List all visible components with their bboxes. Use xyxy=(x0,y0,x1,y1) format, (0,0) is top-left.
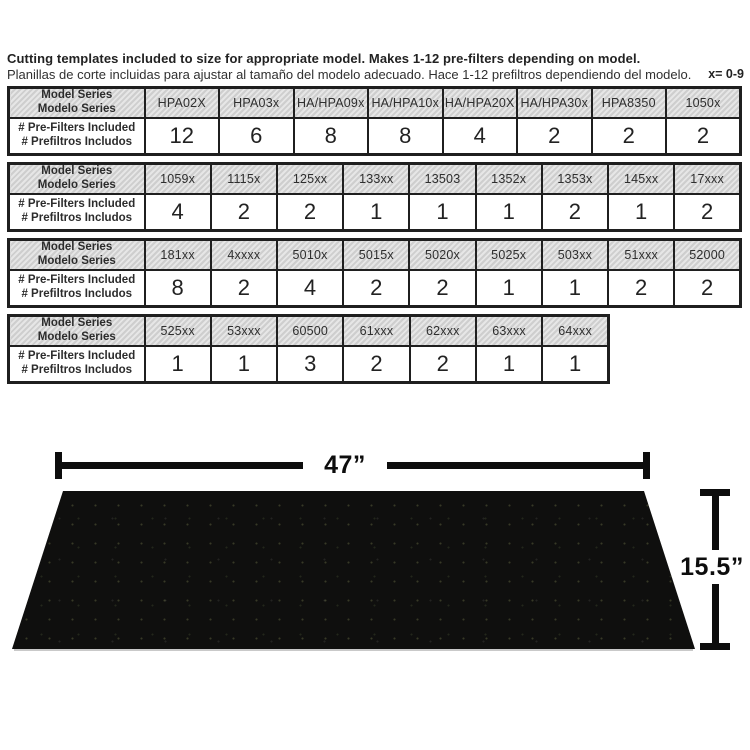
model-series-cell: 52000 xyxy=(674,240,740,270)
model-series-cell: 64xxx xyxy=(542,316,608,346)
prefilter-count-cell: 2 xyxy=(277,194,343,231)
model-series-cell: HPA03x xyxy=(219,88,294,118)
model-table-2 xyxy=(7,162,742,232)
model-series-cell: HA/HPA30x xyxy=(517,88,592,118)
prefilter-count-cell: 1 xyxy=(476,346,542,383)
prefilter-count-cell: 1 xyxy=(145,346,211,383)
prefilter-count-cell: 2 xyxy=(211,270,277,307)
intro-text xyxy=(7,51,697,83)
model-series-cell: 13503 xyxy=(409,164,475,194)
model-series-cell: 5025x xyxy=(476,240,542,270)
prefilter-count-cell: 1 xyxy=(476,194,542,231)
prefilter-count-cell: 1 xyxy=(542,270,608,307)
width-dimension-label: 47” xyxy=(303,447,387,483)
prefilter-count-cell: 2 xyxy=(608,270,674,307)
prefilter-count-cell: 1 xyxy=(542,346,608,383)
prefilter-count-cell: 2 xyxy=(409,270,475,307)
prefilter-count-cell: 8 xyxy=(145,270,211,307)
prefilter-count-cell: 2 xyxy=(674,270,740,307)
prefilter-count-label: # Pre-Filters Included # Prefiltros Includos xyxy=(9,346,145,383)
prefilter-count-cell: 2 xyxy=(666,118,741,155)
model-series-cell: 181xx xyxy=(145,240,211,270)
width-dimension-cap-right xyxy=(643,452,650,479)
model-series-cell: 503xx xyxy=(542,240,608,270)
model-series-cell: 61xxx xyxy=(343,316,409,346)
prefilter-count-cell: 1 xyxy=(211,346,277,383)
model-series-cell: 53xxx xyxy=(211,316,277,346)
model-series-cell: HPA02X xyxy=(145,88,220,118)
model-series-cell: HA/HPA20X xyxy=(443,88,518,118)
prefilter-count-cell: 3 xyxy=(277,346,343,383)
model-series-cell: 60500 xyxy=(277,316,343,346)
prefilter-count-cell: 6 xyxy=(219,118,294,155)
model-series-cell: HPA8350 xyxy=(592,88,667,118)
model-series-cell: 62xxx xyxy=(410,316,476,346)
intro-line-english: Cutting templates included to size for appropriate model. Makes 1-12 pre-filters depending on model. xyxy=(7,51,641,66)
height-dimension-cap-bottom xyxy=(700,643,730,650)
prefilter-count-cell: 4 xyxy=(145,194,211,231)
height-dimension-label: 15.5” xyxy=(676,550,748,584)
model-series-cell: 51xxx xyxy=(608,240,674,270)
model-series-cell: 5020x xyxy=(409,240,475,270)
prefilter-count-cell: 2 xyxy=(517,118,592,155)
model-tables xyxy=(7,86,742,390)
model-series-cell: 63xxx xyxy=(476,316,542,346)
model-series-label: Model Series Modelo Series xyxy=(9,88,145,118)
model-series-cell: 4xxxx xyxy=(211,240,277,270)
model-series-label: Model Series Modelo Series xyxy=(9,240,145,270)
model-series-cell: 5015x xyxy=(343,240,409,270)
prefilter-count-cell: 1 xyxy=(343,194,409,231)
model-table-4 xyxy=(7,314,610,384)
model-series-cell: HA/HPA09x xyxy=(294,88,369,118)
model-series-label: Model Series Modelo Series xyxy=(9,164,145,194)
prefilter-count-cell: 2 xyxy=(410,346,476,383)
model-series-cell: 125xx xyxy=(277,164,343,194)
intro-line-spanish: Planillas de corte incluidas para ajustar al tamaño del modelo adecuado. Hace 1-12 prefiltros dependiendo del modelo. xyxy=(7,67,692,82)
prefilter-count-cell: 1 xyxy=(608,194,674,231)
model-table-3 xyxy=(7,238,742,308)
model-series-cell: 5010x xyxy=(277,240,343,270)
x-wildcard-note: x= 0-9 xyxy=(708,67,744,81)
prefilter-count-cell: 4 xyxy=(277,270,343,307)
prefilter-count-cell: 12 xyxy=(145,118,220,155)
filter-sheet-image xyxy=(12,491,695,649)
prefilter-count-cell: 2 xyxy=(211,194,277,231)
filter-bottom-edge-shadow xyxy=(14,649,693,651)
model-series-cell: 145xx xyxy=(608,164,674,194)
prefilter-count-cell: 2 xyxy=(343,346,409,383)
model-series-cell: 17xxx xyxy=(674,164,740,194)
model-series-label: Model Series Modelo Series xyxy=(9,316,145,346)
prefilter-count-cell: 4 xyxy=(443,118,518,155)
prefilter-count-cell: 2 xyxy=(592,118,667,155)
model-series-cell: HA/HPA10x xyxy=(368,88,443,118)
model-series-cell: 133xx xyxy=(343,164,409,194)
model-series-cell: 525xx xyxy=(145,316,211,346)
model-series-cell: 1059x xyxy=(145,164,211,194)
model-series-cell: 1352x xyxy=(476,164,542,194)
prefilter-count-label: # Pre-Filters Included # Prefiltros Includos xyxy=(9,270,145,307)
prefilter-count-cell: 8 xyxy=(294,118,369,155)
prefilter-count-cell: 2 xyxy=(542,194,608,231)
prefilter-count-label: # Pre-Filters Included # Prefiltros Includos xyxy=(9,118,145,155)
prefilter-count-cell: 8 xyxy=(368,118,443,155)
prefilter-count-cell: 1 xyxy=(409,194,475,231)
model-series-cell: 1050x xyxy=(666,88,741,118)
prefilter-count-label: # Pre-Filters Included # Prefiltros Includos xyxy=(9,194,145,231)
prefilter-count-cell: 2 xyxy=(674,194,740,231)
model-table-1 xyxy=(7,86,742,156)
model-series-cell: 1353x xyxy=(542,164,608,194)
prefilter-count-cell: 1 xyxy=(476,270,542,307)
prefilter-count-cell: 2 xyxy=(343,270,409,307)
model-series-cell: 1115x xyxy=(211,164,277,194)
